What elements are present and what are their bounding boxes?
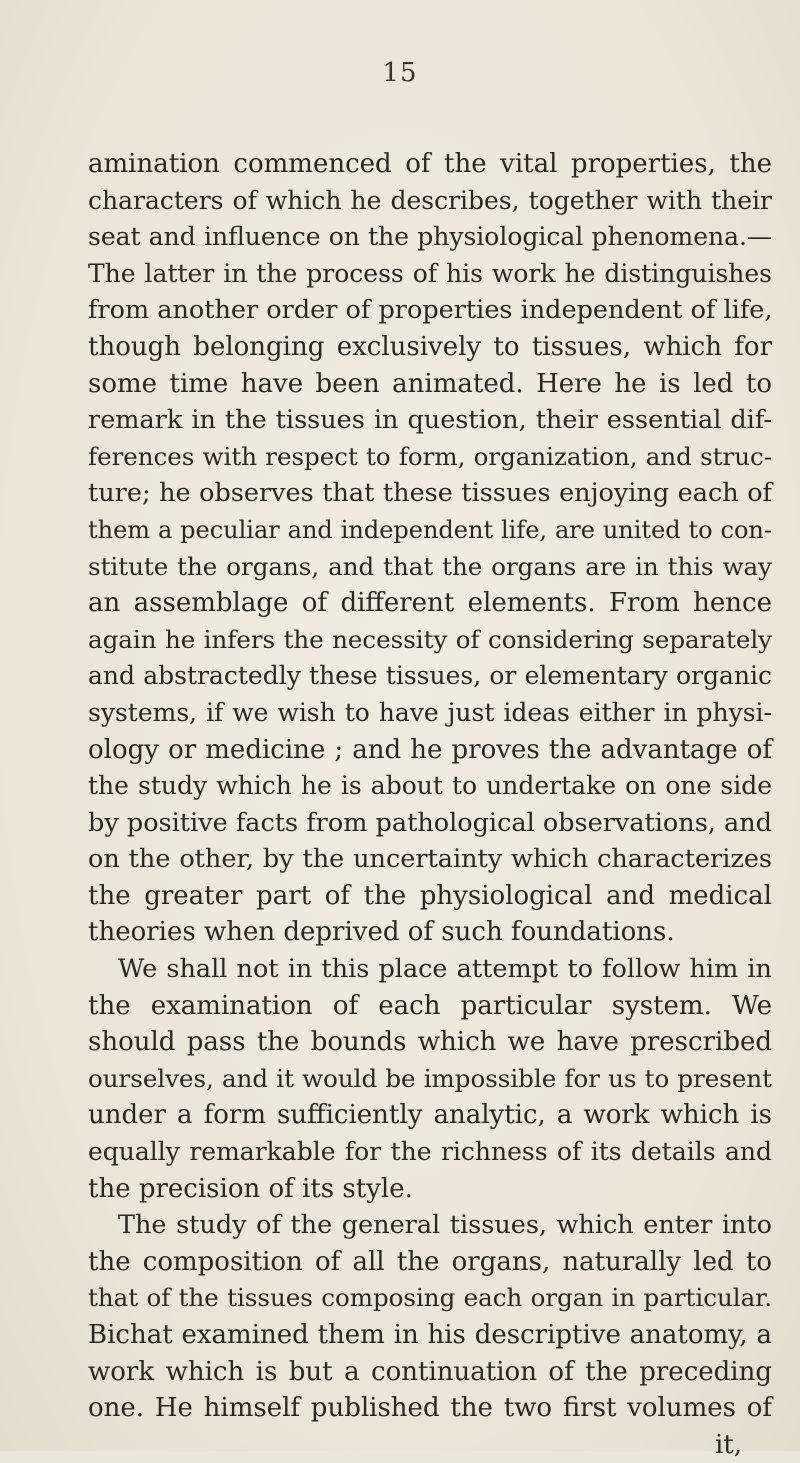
text-line: the examination of each particular system. We: [88, 990, 772, 1021]
text-line: work which is but a continuation of the preceding: [88, 1356, 772, 1387]
text-line: under a form sufficiently analytic, a work which is: [88, 1100, 772, 1131]
text-line: theories when deprived of such foundations.: [88, 917, 675, 948]
text-line: seat and influence on the physiological phenomena.—: [88, 222, 772, 252]
page-number: 15: [382, 58, 418, 88]
text-line: an assemblage of different elements. From hence: [88, 588, 772, 619]
catchword: it,: [714, 1429, 742, 1460]
text-line: the greater part of the physiological and medical: [88, 880, 772, 911]
text-line: stitute the organs, and that the organs are in this way: [88, 551, 772, 581]
text-line: The latter in the process of his work he distinguishes: [88, 258, 772, 288]
text-line: systems, if we wish to have just ideas either in physi-: [88, 697, 772, 727]
text-line: equally remarkable for the richness of its details and: [88, 1137, 772, 1167]
text-line: on the other, by the uncertainty which characterizes: [88, 844, 772, 875]
text-line: the study which he is about to undertake on one side: [88, 771, 772, 801]
text-line: ourselves, and it would be impossible for us to present: [88, 1063, 772, 1093]
text-line: them a peculiar and independent life, are united to con-: [88, 515, 772, 544]
text-line: We shall not in this place attempt to follow him in: [118, 954, 772, 985]
text-line: by positive facts from pathological observations, and: [88, 807, 772, 838]
text-line: and abstractedly these tissues, or elementary organic: [88, 661, 772, 691]
text-line: amination commenced of the vital properties, the: [88, 149, 772, 179]
text-line: one. He himself published the two first volumes of: [88, 1393, 772, 1424]
text-line: that of the tissues composing each organ in particular.: [88, 1283, 772, 1313]
text-line: again he infers the necessity of considering separately: [88, 624, 772, 654]
text-line: characters of which he describes, together with their: [88, 185, 772, 215]
text-line: remark in the tissues in question, their essential dif-: [88, 405, 772, 436]
text-line: some time have been animated. Here he is led to: [88, 368, 772, 399]
text-line: the composition of all the organs, naturally led to: [88, 1246, 772, 1277]
text-line: ture; he observes that these tissues enjoying each of: [88, 478, 772, 509]
text-line: from another order of properties independent of life,: [88, 295, 773, 326]
body-text: [88, 146, 772, 1463]
text-line: should pass the bounds which we have prescribed: [88, 1027, 772, 1058]
text-line: Bichat examined them in his descriptive anatomy, a: [88, 1320, 772, 1350]
text-line: The study of the general tissues, which enter into: [118, 1210, 772, 1241]
text-line: though belonging exclusively to tissues, which for: [88, 331, 772, 362]
text-line: ferences with respect to form, organization, and struc-: [88, 441, 772, 471]
text-line: the precision of its style.: [88, 1173, 413, 1204]
text-line: ology or medicine ; and he proves the advantage of: [88, 734, 772, 765]
